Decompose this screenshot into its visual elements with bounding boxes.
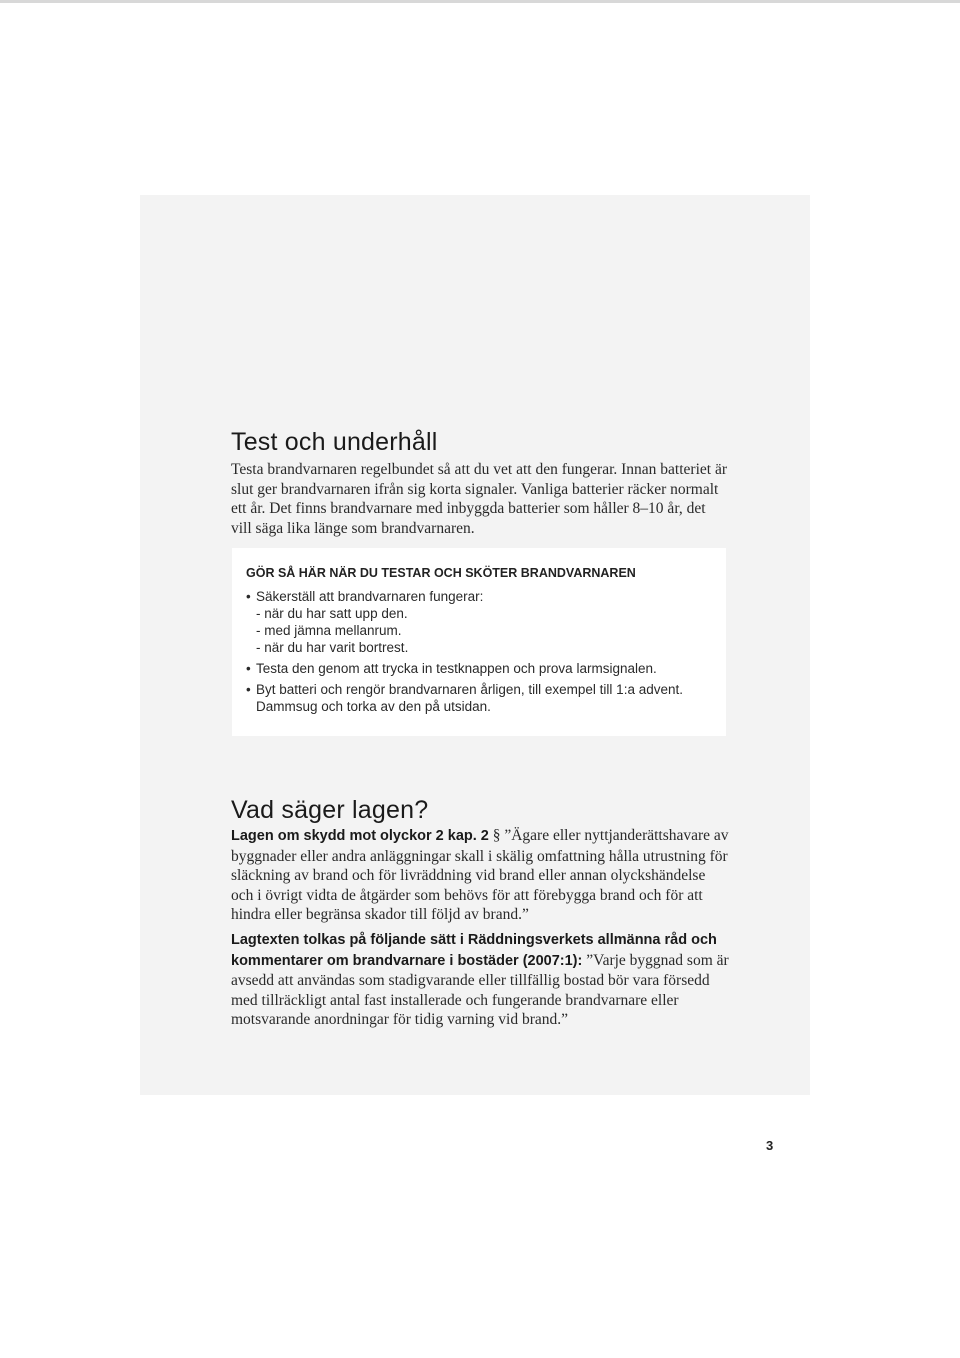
scan-edge-line [0,0,960,3]
interpretation-paragraph [231,930,731,1030]
page-number: 3 [766,1138,774,1153]
interpretation-text: ”Varje byggnad som är avsedd att användas som stadigvarande eller tillfällig bostad bör vara försedd med tillräckligt antal fast installerade och fungerande brandvarnare eller motsvarande anordningar för tidig varning vid brand.” [231,951,729,1028]
checklist-item-text: Byt batteri och rengör brandvarnaren årligen, till exempel till 1:a advent. Dammsug och torka av den på utsidan. [256,682,683,714]
checklist-subitem: - när du har satt upp den. [256,605,716,622]
law-paragraph [231,826,731,925]
checklist [246,588,716,719]
checklist-sublist [256,605,716,656]
checklist-item [246,681,716,715]
checklist-subitem: - när du har varit bortrest. [256,639,716,656]
section-title-law: Vad säger lagen? [231,796,429,824]
test-paragraph: Testa brandvarnaren regelbundet så att du vet att den fungerar. Innan batteriet är slut ger brandvarnaren ifrån sig korta signaler. Vanliga batterier räcker normalt ett år. Det finns brandvarnare med inbyggda batterier som håller 8–10 år, det vill säga lika länge som brandvarnaren. [231,461,727,537]
checklist-item-text: Säkerställ att brandvarnaren fungerar: [256,589,484,604]
checklist-title: GÖR SÅ HÄR NÄR DU TESTAR OCH SKÖTER BRANDVARNAREN [246,566,636,580]
checklist-subitem: - med jämna mellanrum. [256,622,716,639]
law-paragraph-lead: Lagen om skydd mot olyckor 2 kap. 2 [231,828,489,844]
checklist-item [246,588,716,656]
checklist-item-text: Testa den genom att trycka in testknappen och prova larmsignalen. [256,661,657,676]
section-title-test: Test och underhåll [231,428,438,456]
interpretation-lead: Lagtexten tolkas på följande sätt i Räddningsverkets allmänna råd och kommentarer om brandvarnare i bostäder (2007:1): [231,932,717,969]
law-paragraph-text: § ”Ägare eller nyttjanderättshavare av byggnader eller andra anläggningar skall i skälig omfattning hålla utrustning för släckning av brand och för livräddning vid brand eller annan olyckshändelse och i övrigt vidta de åtgärder som behövs för att förebygga brand och för att hindra eller begränsa skador till följd av brand.” [231,827,729,923]
checklist-item [246,660,716,677]
